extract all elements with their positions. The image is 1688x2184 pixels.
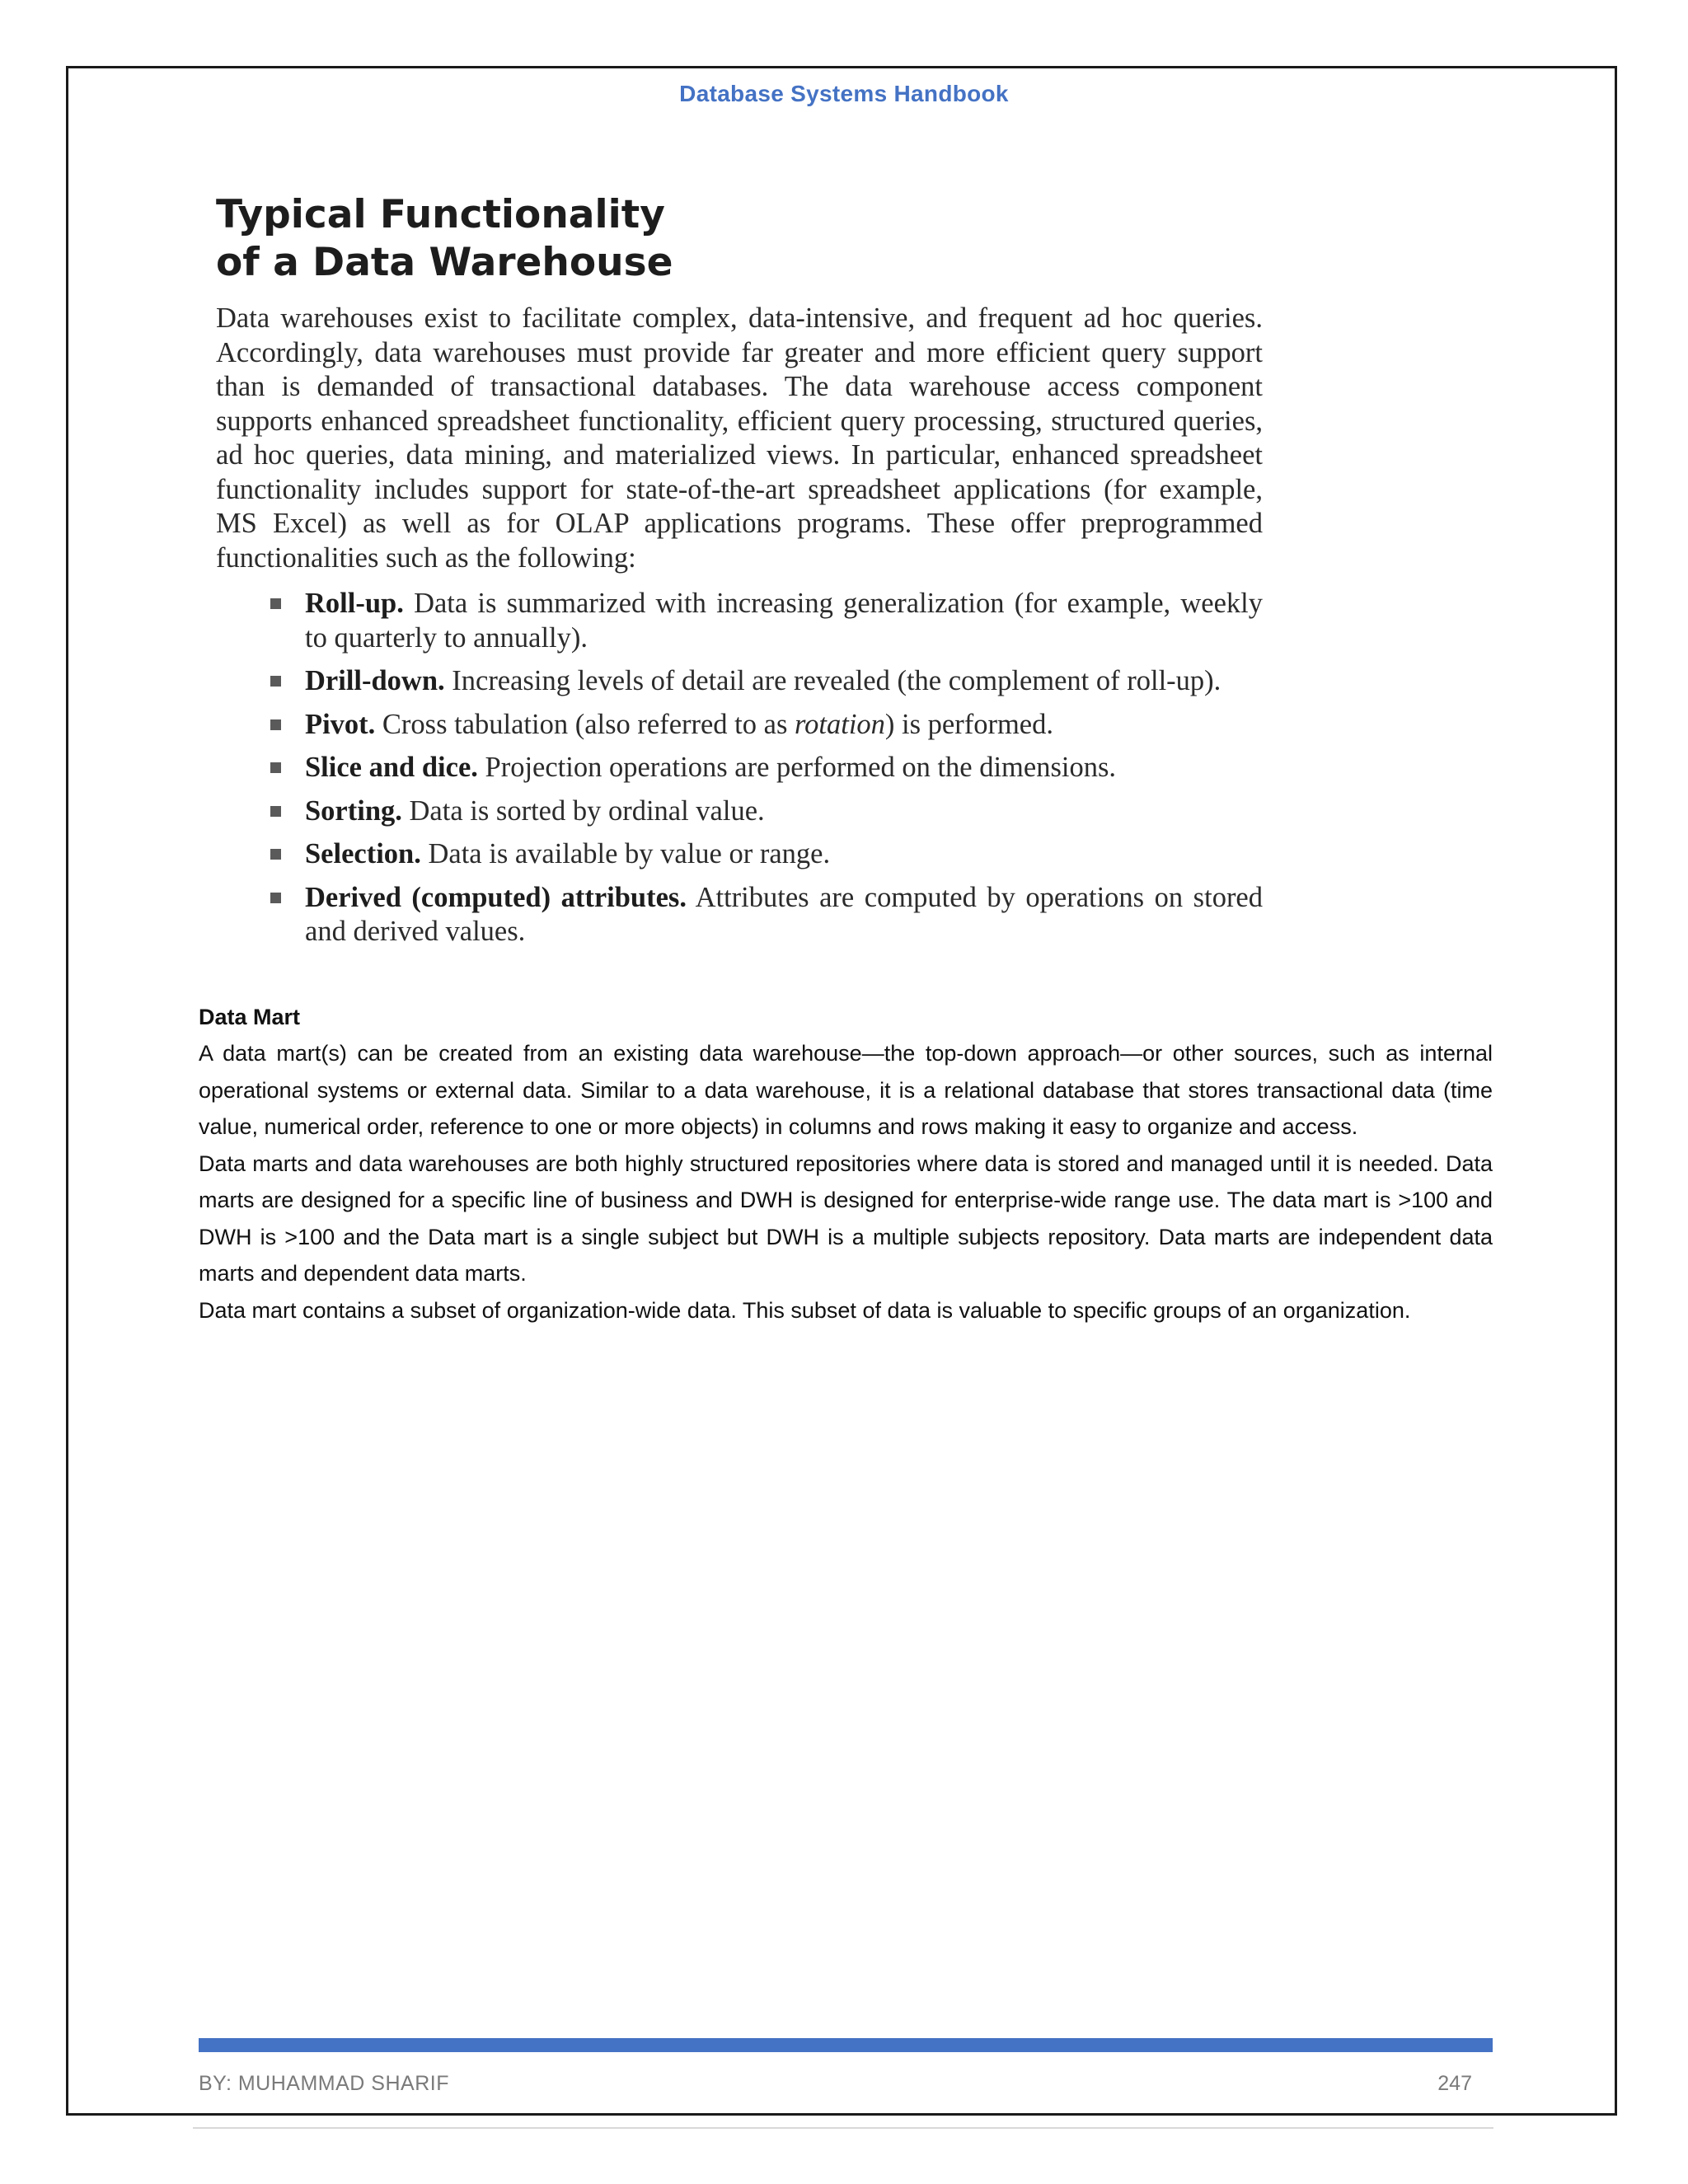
item-term: Drill-down. <box>305 665 445 696</box>
data-mart-section <box>199 999 1493 1329</box>
item-term: Pivot. <box>305 708 376 740</box>
list-item-slice-and-dice <box>216 751 1263 785</box>
section-title-line-1: Typical Functionality <box>216 192 665 237</box>
footer-divider-bar <box>199 2038 1493 2052</box>
item-description-start: Cross tabulation (also referred to as <box>382 708 788 740</box>
item-description-end: ) is performed. <box>884 708 1053 740</box>
square-bullet-icon <box>270 893 281 903</box>
section-title-line-2: of a Data Warehouse <box>216 240 673 285</box>
section-title <box>216 191 1263 287</box>
data-mart-paragraph-2: Data marts and data warehouses are both highly structured repositories where data is stored and managed until it is needed. Data marts are designed for a specific line of business and DWH is designed for enterprise-wide range use. The data mart is >100 and DWH is >100 and the Data mart is a single subject but DWH is a multiple subjects repository. Data marts are independent data marts and dependent data marts. <box>199 1151 1493 1286</box>
list-item-roll-up <box>216 587 1263 655</box>
book-excerpt <box>216 191 1263 958</box>
item-description <box>375 709 1053 740</box>
square-bullet-icon <box>270 762 281 773</box>
list-item-selection <box>216 837 1263 872</box>
item-description: Data is summarized with increasing generalization (for example, weekly to quarterly to annually). <box>305 588 1263 654</box>
intro-paragraph: Data warehouses exist to facilitate complex, data-intensive, and frequent ad hoc queries. Accordingly, data warehouses must provide far greater and more efficient query support than is demanded of transactional databases. The data warehouse access component supports enhanced spreadsheet functionality, efficient query processing, structured queries, ad hoc queries, data mining, and materialized views. In particular, enhanced spreadsheet functionality includes support for state-of-the-art spreadsheet applications (for example, MS Excel) as well as for OLAP applications programs. These offer preprogrammed functionalities such as the following: <box>216 302 1263 574</box>
item-term: Selection. <box>305 838 421 869</box>
list-item-derived-attributes <box>216 881 1263 949</box>
item-term: Derived (computed) attributes. <box>305 881 687 913</box>
item-description: Attributes are computed by operations on stored and derived values. <box>305 881 1263 947</box>
square-bullet-icon <box>270 806 281 817</box>
list-item-sorting <box>216 794 1263 829</box>
item-term: Sorting. <box>305 794 402 827</box>
list-item-drill-down <box>216 664 1263 699</box>
data-mart-paragraph-3: Data mart contains a subset of organization-wide data. This subset of data is valuable to specific groups of an organization. <box>199 1297 1411 1323</box>
data-mart-paragraph-1: A data mart(s) can be created from an existing data warehouse—the top-down approach—or other sources, such as internal operational systems or external data. Similar to a data warehouse, it is a relational database that stores transactional data (time value, numerical order, reference to one or more objects) in columns and rows making it easy to organize and access. <box>199 1041 1493 1139</box>
square-bullet-icon <box>270 849 281 860</box>
page-number: 247 <box>1437 2072 1472 2095</box>
square-bullet-icon <box>270 719 281 730</box>
bottom-rule <box>193 2127 1493 2129</box>
item-description-italic: rotation <box>795 708 885 740</box>
item-term: Slice and dice. <box>305 752 478 783</box>
footer-author: BY: MUHAMMAD SHARIF <box>199 2072 449 2095</box>
square-bullet-icon <box>270 676 281 687</box>
list-item-pivot <box>216 708 1263 743</box>
item-description: Increasing levels of detail are revealed (the complement of roll-up). <box>452 665 1221 696</box>
item-description: Data is available by value or range. <box>428 838 831 869</box>
item-description: Projection operations are performed on the dimensions. <box>485 752 1117 783</box>
item-term: Roll-up. <box>305 588 404 619</box>
square-bullet-icon <box>270 598 281 609</box>
data-mart-heading: Data Mart <box>199 1005 301 1029</box>
functionality-list <box>216 587 1263 949</box>
running-header: Database Systems Handbook <box>679 81 1009 106</box>
item-description: Data is sorted by ordinal value. <box>409 794 765 827</box>
